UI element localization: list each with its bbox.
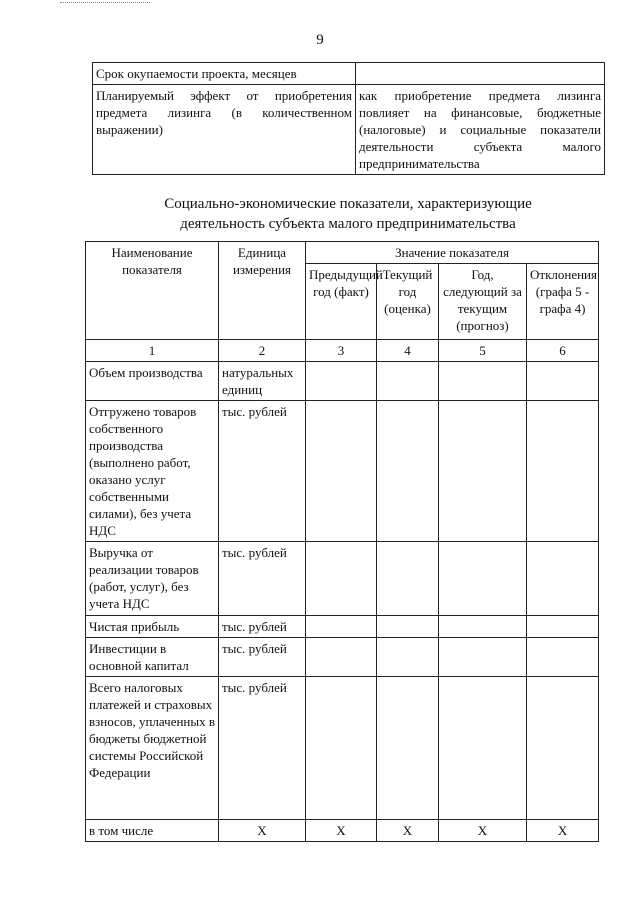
table-row — [86, 616, 599, 638]
value-cell — [439, 542, 527, 616]
project-summary-table — [92, 62, 605, 175]
section-heading-line-2: деятельность субъекта малого предпринимательства — [180, 216, 516, 232]
header-value-group: Значение показателя — [306, 242, 599, 264]
column-number: 2 — [219, 340, 306, 362]
indicator-unit: тыс. рублей — [219, 638, 306, 677]
value-cell — [306, 401, 377, 542]
value-cell — [306, 677, 377, 820]
indicator-name: Инвестиции в основной капитал — [86, 638, 219, 677]
header-unit: Единица измерения — [219, 242, 306, 340]
indicator-name: Объем производства — [86, 362, 219, 401]
value-cell — [377, 362, 439, 401]
section-heading-line-1: Социально-экономические показатели, характеризующие — [164, 196, 532, 212]
value-cell — [306, 638, 377, 677]
value-cell — [527, 638, 599, 677]
value-cell — [527, 362, 599, 401]
value-cell — [527, 542, 599, 616]
column-number-row — [86, 340, 599, 362]
header-name: Наименование показателя — [86, 242, 219, 340]
header-prev-year: Предыдущий год (факт) — [306, 264, 377, 340]
indicator-name: в том числе — [86, 820, 219, 842]
x-mark: X — [527, 820, 599, 842]
table-row — [93, 85, 605, 175]
indicator-unit: натуральных единиц — [219, 362, 306, 401]
column-number: 6 — [527, 340, 599, 362]
value-cell — [377, 401, 439, 542]
column-number: 5 — [439, 340, 527, 362]
indicators-table — [85, 241, 599, 842]
table-row — [93, 63, 605, 85]
payback-period-label: Срок окупаемости проекта, месяцев — [93, 63, 356, 85]
value-cell — [377, 677, 439, 820]
value-cell — [377, 638, 439, 677]
indicator-unit: тыс. рублей — [219, 677, 306, 820]
column-number: 4 — [377, 340, 439, 362]
indicator-name: Чистая прибыль — [86, 616, 219, 638]
table-row — [86, 638, 599, 677]
column-number: 1 — [86, 340, 219, 362]
x-mark: X — [219, 820, 306, 842]
indicator-unit: тыс. рублей — [219, 401, 306, 542]
value-cell — [306, 542, 377, 616]
value-cell — [527, 616, 599, 638]
table-row — [86, 401, 599, 542]
header-current-year: Текущий год (оценка) — [377, 264, 439, 340]
indicator-name: Выручка от реализации товаров (работ, услуг), без учета НДС — [86, 542, 219, 616]
value-cell — [439, 401, 527, 542]
page-number: 9 — [316, 32, 324, 48]
indicator-unit: тыс. рублей — [219, 616, 306, 638]
value-cell — [306, 362, 377, 401]
table-row — [86, 677, 599, 820]
value-cell — [377, 616, 439, 638]
indicator-unit: тыс. рублей — [219, 542, 306, 616]
value-cell — [527, 401, 599, 542]
scan-edge-line — [60, 2, 150, 3]
indicator-name: Всего налоговых платежей и страховых взносов, уплаченных в бюджеты бюджетной системы Российской Федерации — [86, 677, 219, 820]
value-cell — [527, 677, 599, 820]
header-next-year: Год, следующий за текущим (прогноз) — [439, 264, 527, 340]
leasing-effect-value: как приобретение предмета лизинга повлияет на финансовые, бюджетные (налоговые) и социальные показатели деятельности субъекта малого предпринимательства — [356, 85, 605, 175]
value-cell — [439, 638, 527, 677]
indicator-name: Отгружено товаров собственного производства (выполнено работ, оказано услуг собственными силами), без учета НДС — [86, 401, 219, 542]
header-deviation: Отклонения (графа 5 - графа 4) — [527, 264, 599, 340]
value-cell — [439, 616, 527, 638]
leasing-effect-label: Планируемый эффект от приобретения предмета лизинга (в количественном выражении) — [93, 85, 356, 175]
payback-period-value — [356, 63, 605, 85]
section-heading — [92, 194, 604, 234]
table-row — [86, 542, 599, 616]
column-number: 3 — [306, 340, 377, 362]
x-mark: X — [306, 820, 377, 842]
table-row — [86, 820, 599, 842]
value-cell — [439, 362, 527, 401]
header-row — [86, 242, 599, 264]
value-cell — [306, 616, 377, 638]
x-mark: X — [377, 820, 439, 842]
table-row — [86, 362, 599, 401]
value-cell — [439, 677, 527, 820]
x-mark: X — [439, 820, 527, 842]
value-cell — [377, 542, 439, 616]
